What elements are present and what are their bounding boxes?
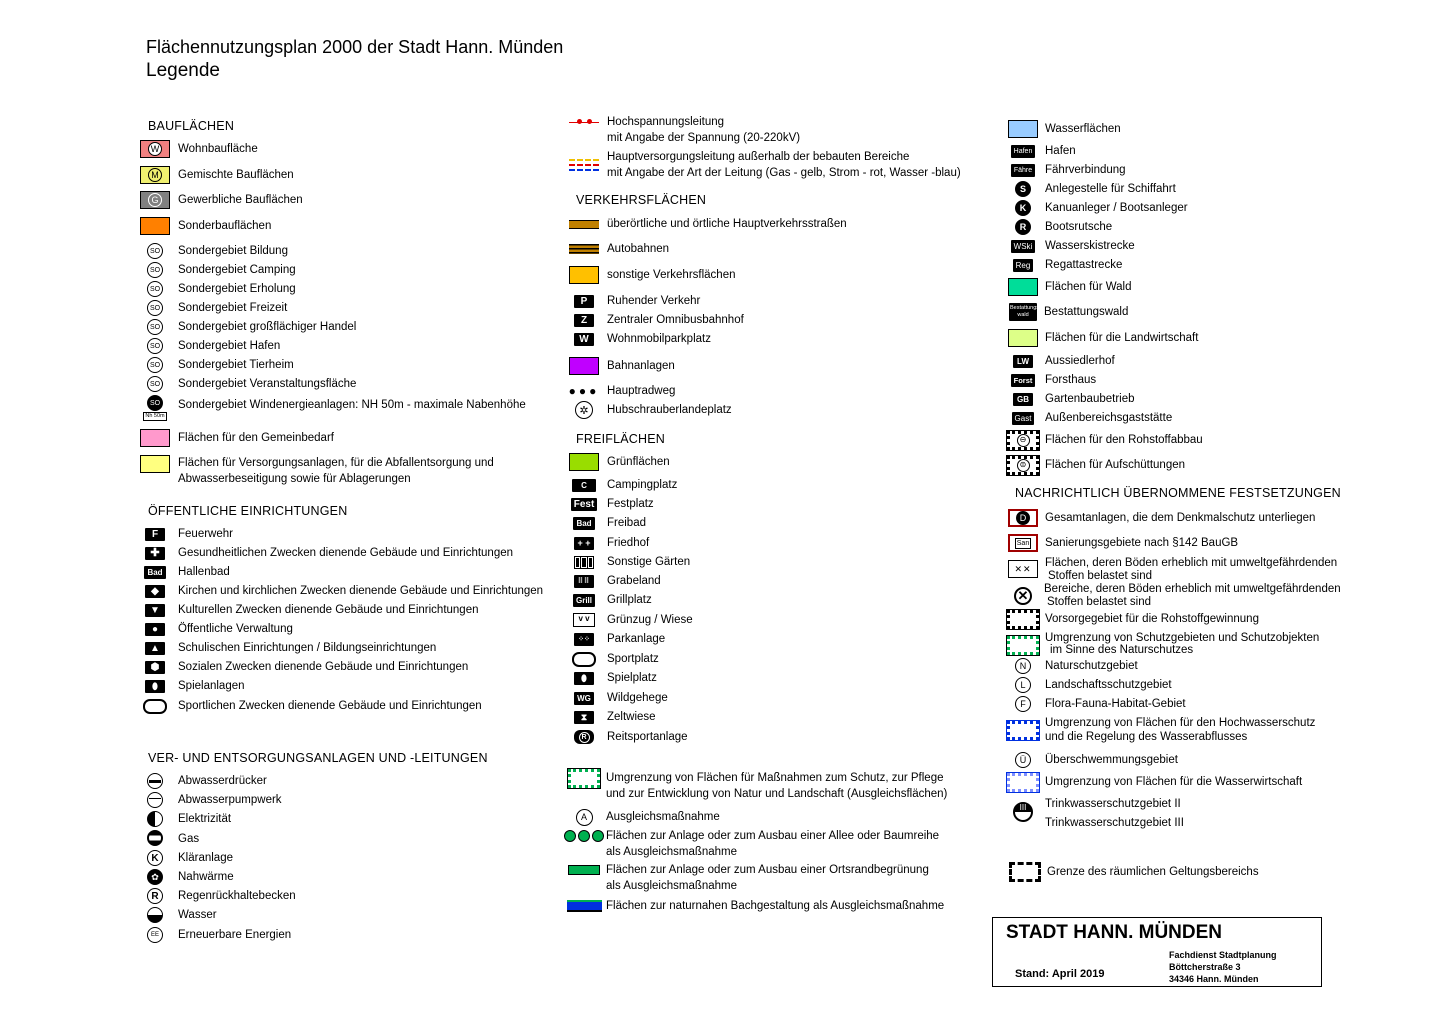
nature-protection-boundary-symbol: [1007, 635, 1039, 655]
sport-oval-icon: [139, 696, 171, 716]
ffh-area-icon: F: [1007, 694, 1039, 714]
department-street: Böttcherstraße 3: [1169, 962, 1241, 972]
legend-label: Sondergebiet Windenergieanlagen: NH 50m - maximale Nabenhöhe: [178, 399, 526, 411]
stream-design-icon: [566, 896, 602, 916]
landscape-protection-icon: L: [1007, 675, 1039, 695]
park-icon: ⁘⁘: [568, 629, 600, 649]
legend-label: Grünflächen: [607, 456, 670, 468]
bus-station-icon: Z: [568, 310, 600, 330]
legend-label: Nahwärme: [178, 871, 234, 883]
contaminated-site-icon: ✕: [1007, 586, 1039, 606]
city-name: STADT HANN. MÜNDEN: [1006, 922, 1223, 943]
versorgung-symbol: [139, 454, 171, 474]
agriculture-area-symbol: [1007, 328, 1039, 348]
legend-label: Abwasserbeseitigung sowie für Ablagerungen: [178, 473, 411, 485]
contaminated-area-symbol: ✕✕: [1007, 559, 1039, 579]
legend-label: Flächen zur Anlage oder zum Ausbau einer Allee oder Baumreihe: [606, 830, 940, 842]
legend-label: Gesamtanlagen, die dem Denkmalschutz unterliegen: [1045, 512, 1316, 524]
legend-label: Autobahnen: [607, 243, 670, 255]
legend-label: Umgrenzung von Schutzgebieten und Schutzobjekten: [1045, 632, 1320, 644]
so-circle-icon: SO: [139, 355, 171, 375]
church-diamond-icon: ◆: [139, 581, 171, 601]
so-wind-icon: SO Nh 50m: [139, 394, 171, 422]
legend-label: Kirchen und kirchlichen Zwecken dienende Gebäude und Einrichtungen: [178, 585, 544, 597]
legend-label: Außenbereichsgaststätte: [1045, 412, 1173, 424]
legend-label: Sondergebiet großflächiger Handel: [178, 321, 357, 333]
nursery-icon: GB: [1007, 389, 1039, 409]
feuerwehr-icon: F: [139, 524, 171, 544]
electricity-icon: [139, 809, 171, 829]
legend-label: Erneuerbare Energien: [178, 929, 292, 941]
harbor-icon: Hafen: [1007, 141, 1039, 161]
legend-label: Festplatz: [607, 498, 654, 510]
section-header-bauflaechen: BAUFLÄCHEN: [148, 119, 235, 133]
department-town: 34346 Hann. Münden: [1169, 974, 1259, 984]
legend-label: Sondergebiet Bildung: [178, 245, 288, 257]
section-header-verkehr: VERKEHRSFLÄCHEN: [576, 193, 707, 207]
legend-label: Sondergebiet Camping: [178, 264, 296, 276]
legend-label: Gartenbaubetrieb: [1045, 393, 1135, 405]
legend-label: Grenze des räumlichen Geltungsbereichs: [1047, 866, 1259, 878]
gardens-grid-icon: [568, 552, 600, 572]
stand-date: Stand: April 2019: [1015, 968, 1105, 980]
legend-label: Trinkwasserschutzgebiet II: [1045, 798, 1181, 810]
legend-label: Flächen zur naturnahen Bachgestaltung als Ausgleichsmaßnahme: [606, 900, 945, 912]
monument-protection-symbol: D: [1007, 508, 1039, 528]
water-supply-icon: [139, 905, 171, 925]
railway-area-symbol: [568, 356, 600, 376]
legend-label: Sondergebiet Freizeit: [178, 302, 288, 314]
legend-label: Hallenbad: [178, 566, 230, 578]
legend-label: Parkanlage: [607, 633, 666, 645]
health-cross-icon: ✚: [139, 543, 171, 563]
shipping-landing-icon: S: [1007, 179, 1039, 199]
water-area-symbol: [1007, 119, 1039, 139]
legend-label: Zeltwiese: [607, 711, 656, 723]
section-header-oeffentliche: ÖFFENTLICHE EINRICHTUNGEN: [148, 504, 348, 518]
gas-icon: [139, 828, 171, 848]
forest-area-symbol: [1007, 277, 1039, 297]
autobahn-icon: [568, 239, 600, 259]
edge-greening-icon: [568, 860, 600, 880]
compensation-boundary-symbol: [568, 768, 600, 788]
legend-label: überörtliche und örtliche Hauptverkehrsstraßen: [607, 218, 847, 230]
legend-label: Vorsorgegebiet für die Rohstoffgewinnung: [1045, 613, 1259, 625]
flood-protection-boundary-symbol: [1007, 720, 1039, 740]
legend-label: Spielanlagen: [178, 680, 245, 692]
drinking-water-protection-icon: III: [1007, 802, 1039, 822]
allotment-icon: ⠿⠿: [568, 571, 600, 591]
legend-label: Aussiedlerhof: [1045, 355, 1115, 367]
title-block: [992, 917, 1322, 987]
legend-label: Bereiche, deren Böden erheblich mit umweltgefährdenden: [1044, 583, 1341, 595]
legend-label: Reitsportanlage: [607, 731, 688, 743]
legend-label: Kulturellen Zwecken dienende Gebäude und Einrichtungen: [178, 604, 479, 616]
legend-label: mit Angabe der Art der Leitung (Gas - gelb, Strom - rot, Wasser -blau): [607, 167, 961, 179]
legend-label: Bootsrutsche: [1045, 221, 1113, 233]
legend-label: Sondergebiet Veranstaltungsfläche: [178, 378, 357, 390]
legend-label: Wohnmobilparkplatz: [607, 333, 711, 345]
gewerbliche-bauflaechen-symbol: G: [139, 190, 171, 210]
legend-label: Grabeland: [607, 575, 661, 587]
legend-label: Abwasserpumpwerk: [178, 794, 282, 806]
nature-reserve-icon: N: [1007, 656, 1039, 676]
legend-label: Flächen für die Landwirtschaft: [1045, 332, 1199, 344]
legend-label: Stoffen belastet sind: [1047, 596, 1151, 608]
administration-icon: ●: [139, 619, 171, 639]
tent-icon: ⧗: [568, 707, 600, 727]
playground-icon: ⬮: [139, 676, 171, 696]
legend-label: Elektrizität: [178, 813, 232, 825]
other-traffic-area-symbol: [568, 265, 600, 285]
legend-label: Flächen, deren Böden erheblich mit umweltgefährdenden: [1045, 557, 1338, 569]
legend-label: Freibad: [607, 517, 646, 529]
legend-label: Flächen für den Rohstoffabbau: [1045, 434, 1203, 446]
legend-label: Kanuanleger / Bootsanleger: [1045, 202, 1188, 214]
legend-label: Sozialen Zwecken dienende Gebäude und Einrichtungen: [178, 661, 469, 673]
main-road-icon: [568, 214, 600, 234]
farmstead-icon: LW: [1007, 351, 1039, 371]
legend-label: Hauptradweg: [607, 385, 676, 397]
legend-label: als Ausgleichsmaßnahme: [606, 846, 738, 858]
legend-label: im Sinne des Naturschutzes: [1050, 644, 1194, 656]
legend-label: Fährverbindung: [1045, 164, 1126, 176]
equestrian-icon: R: [568, 727, 600, 747]
legend-label: Regenrückhaltebecken: [178, 890, 296, 902]
so-circle-icon: SO: [139, 241, 171, 261]
playground-icon: ⬮: [568, 668, 600, 688]
waterski-icon: WSki: [1007, 236, 1039, 256]
regenrueckhaltebecken-icon: R: [139, 886, 171, 906]
freibad-icon: Bad: [568, 513, 600, 533]
legend-label: Wasser: [178, 909, 217, 921]
legend-label: Umgrenzung von Flächen für den Hochwasserschutz: [1045, 717, 1316, 729]
helipad-icon: ✲: [568, 400, 600, 420]
legend-label: Hafen: [1045, 145, 1076, 157]
abwasserpumpwerk-icon: [139, 790, 171, 810]
gemeinbedarf-symbol: [139, 428, 171, 448]
legend-label: Hauptversorgungsleitung außerhalb der bebauten Bereiche: [607, 151, 910, 163]
hallenbad-icon: Bad: [139, 562, 171, 582]
mining-area-icon: ⊖: [1007, 430, 1039, 450]
renewable-energy-icon: EE: [139, 925, 171, 945]
game-enclosure-icon: WG: [568, 688, 600, 708]
compensation-measure-icon: A: [568, 807, 600, 827]
so-circle-icon: SO: [139, 374, 171, 394]
boat-ramp-icon: R: [1007, 217, 1039, 237]
legend-label: Flächen für den Gemeinbedarf: [178, 432, 334, 444]
legend-label: Flächen zur Anlage oder zum Ausbau einer Ortsrandbegrünung: [606, 864, 929, 876]
meadow-icon: v v: [568, 610, 600, 630]
legend-label: Ruhender Verkehr: [607, 295, 701, 307]
legend-label: Hubschrauberlandeplatz: [607, 404, 732, 416]
sonderbauflaechen-symbol: [139, 216, 171, 236]
legend-label: Forsthaus: [1045, 374, 1097, 386]
social-hexagon-icon: ⬢: [139, 657, 171, 677]
raw-material-reserve-symbol: [1007, 609, 1039, 629]
legend-label: Gesundheitlichen Zwecken dienende Gebäude und Einrichtungen: [178, 547, 514, 559]
legend-label: Umgrenzung von Flächen für die Wasserwirtschaft: [1045, 776, 1303, 788]
legend-label: Campingplatz: [607, 479, 678, 491]
so-circle-icon: SO: [139, 298, 171, 318]
so-circle-icon: SO: [139, 317, 171, 337]
restaurant-icon: Gast: [1007, 408, 1039, 428]
legend-label: als Ausgleichsmaßnahme: [606, 880, 738, 892]
legend-label: Hochspannungsleitung: [607, 116, 725, 128]
page-title: [146, 36, 563, 82]
section-header-freiflaechen: FREIFLÄCHEN: [576, 432, 666, 446]
legend-label: Grillplatz: [607, 594, 652, 606]
legend-label: Flächen für Versorgungsanlagen, für die Abfallentsorgung und: [178, 457, 494, 469]
legend-label: und die Regelung des Wasserabflusses: [1045, 731, 1248, 743]
legend-label: Sondergebiet Hafen: [178, 340, 281, 352]
legend-label: Sonderbauflächen: [178, 220, 272, 232]
gemischte-bauflaechen-symbol: M: [139, 165, 171, 185]
so-circle-icon: SO: [139, 279, 171, 299]
legend-label: Flächen für Aufschüttungen: [1045, 459, 1186, 471]
so-circle-icon: SO: [139, 260, 171, 280]
wohnbauflaeche-symbol: W: [139, 139, 171, 159]
section-header-nachrichtlich: NACHRICHTLICH ÜBERNOMMENE FESTSETZUNGEN: [1015, 486, 1341, 500]
legend-label: Naturschutzgebiet: [1045, 660, 1138, 672]
legend-label: Wohnbaufläche: [178, 143, 258, 155]
supply-lines-icon: [568, 150, 600, 180]
legend-label: Stoffen belastet sind: [1048, 570, 1152, 582]
floodplain-icon: Ü: [1007, 750, 1039, 770]
section-header-ver-entsorgung: VER- UND ENTSORGUNGSANLAGEN UND -LEITUNGEN: [148, 751, 488, 765]
legend-label: Sondergebiet Erholung: [178, 283, 296, 295]
legend-label: Wildgehege: [607, 692, 668, 704]
legend-label: und zur Entwicklung von Natur und Landschaft (Ausgleichsflächen): [606, 788, 948, 800]
legend-label: Sondergebiet Tierheim: [178, 359, 294, 371]
barbecue-icon: Grill: [568, 590, 600, 610]
so-circle-icon: SO: [139, 336, 171, 356]
legend-label: Flächen für Wald: [1045, 281, 1132, 293]
legend-label: Bestattungswald: [1044, 306, 1129, 318]
legend-label: Regattastrecke: [1045, 259, 1123, 271]
legend-label: mit Angabe der Spannung (20-220kV): [607, 132, 801, 144]
legend-label: Wasserskistrecke: [1045, 240, 1135, 252]
sports-field-icon: [568, 649, 600, 669]
legend-label: Flora-Fauna-Habitat-Gebiet: [1045, 698, 1186, 710]
legend-label: Sanierungsgebiete nach §142 BauGB: [1045, 537, 1239, 549]
legend-label: Schulischen Einrichtungen / Bildungseinrichtungen: [178, 642, 437, 654]
legend-label: Sonstige Gärten: [607, 556, 691, 568]
klaeranlage-icon: K: [139, 848, 171, 868]
culture-triangle-icon: ▼: [139, 600, 171, 620]
legend-label: Ausgleichsmaßnahme: [606, 811, 720, 823]
legend-label: Wasserflächen: [1045, 123, 1121, 135]
cemetery-icon: + +: [568, 533, 600, 553]
legend-label: Zentraler Omnibusbahnhof: [607, 314, 744, 326]
scope-boundary-symbol: [1009, 862, 1041, 882]
legend-label: Bahnanlagen: [607, 360, 675, 372]
landfill-area-icon: ⊜: [1007, 455, 1039, 475]
school-triangle-icon: ▲: [139, 638, 171, 658]
legend-label: Trinkwasserschutzgebiet III: [1045, 817, 1184, 829]
legend-label: Spielplatz: [607, 672, 657, 684]
legend-label: Gas: [178, 833, 200, 845]
legend-label: Umgrenzung von Flächen für Maßnahmen zum Schutz, zur Pflege: [606, 772, 944, 784]
plan-subtitle: Legende: [146, 60, 220, 81]
water-management-boundary-symbol: [1007, 772, 1039, 792]
legend-label: Gewerbliche Bauflächen: [178, 194, 303, 206]
high-voltage-line-icon: [568, 112, 600, 132]
legend-label: Kläranlage: [178, 852, 233, 864]
legend-label: Grünzug / Wiese: [607, 614, 693, 626]
forester-house-icon: Forst: [1007, 370, 1039, 390]
legend-label: Gemischte Bauflächen: [178, 169, 294, 181]
legend-label: sonstige Verkehrsflächen: [607, 269, 736, 281]
legend-label: Abwasserdrücker: [178, 775, 267, 787]
legend-label: Sportplatz: [607, 653, 659, 665]
camping-icon: C: [568, 475, 600, 495]
bike-route-icon: ●●●: [568, 384, 600, 398]
redevelopment-area-symbol: San: [1007, 533, 1039, 553]
regatta-icon: Reg: [1007, 255, 1039, 275]
festplatz-icon: Fest: [568, 494, 600, 514]
canoe-landing-icon: K: [1007, 198, 1039, 218]
parking-icon: P: [568, 291, 600, 311]
legend-label: Sportlichen Zwecken dienende Gebäude und Einrichtungen: [178, 700, 482, 712]
nahwaerme-icon: ✿: [139, 867, 171, 887]
ferry-icon: Fähre: [1007, 160, 1039, 180]
burial-forest-icon: Bestattungs-wald: [1007, 302, 1039, 322]
tree-row-icon: [566, 826, 602, 846]
legend-label: Öffentliche Verwaltung: [178, 623, 293, 635]
legend-label: Überschwemmungsgebiet: [1045, 754, 1178, 766]
legend-label: Feuerwehr: [178, 528, 233, 540]
camper-parking-icon: W: [568, 329, 600, 349]
legend-label: Friedhof: [607, 537, 650, 549]
legend-label: Landschaftsschutzgebiet: [1045, 679, 1172, 691]
green-area-symbol: [568, 452, 600, 472]
legend-label: Anlegestelle für Schiffahrt: [1045, 183, 1176, 195]
plan-title: Flächennutzungsplan 2000 der Stadt Hann. Münden: [146, 37, 564, 57]
department-name: Fachdienst Stadtplanung: [1169, 950, 1277, 960]
abwasserdruecker-icon: [139, 771, 171, 791]
